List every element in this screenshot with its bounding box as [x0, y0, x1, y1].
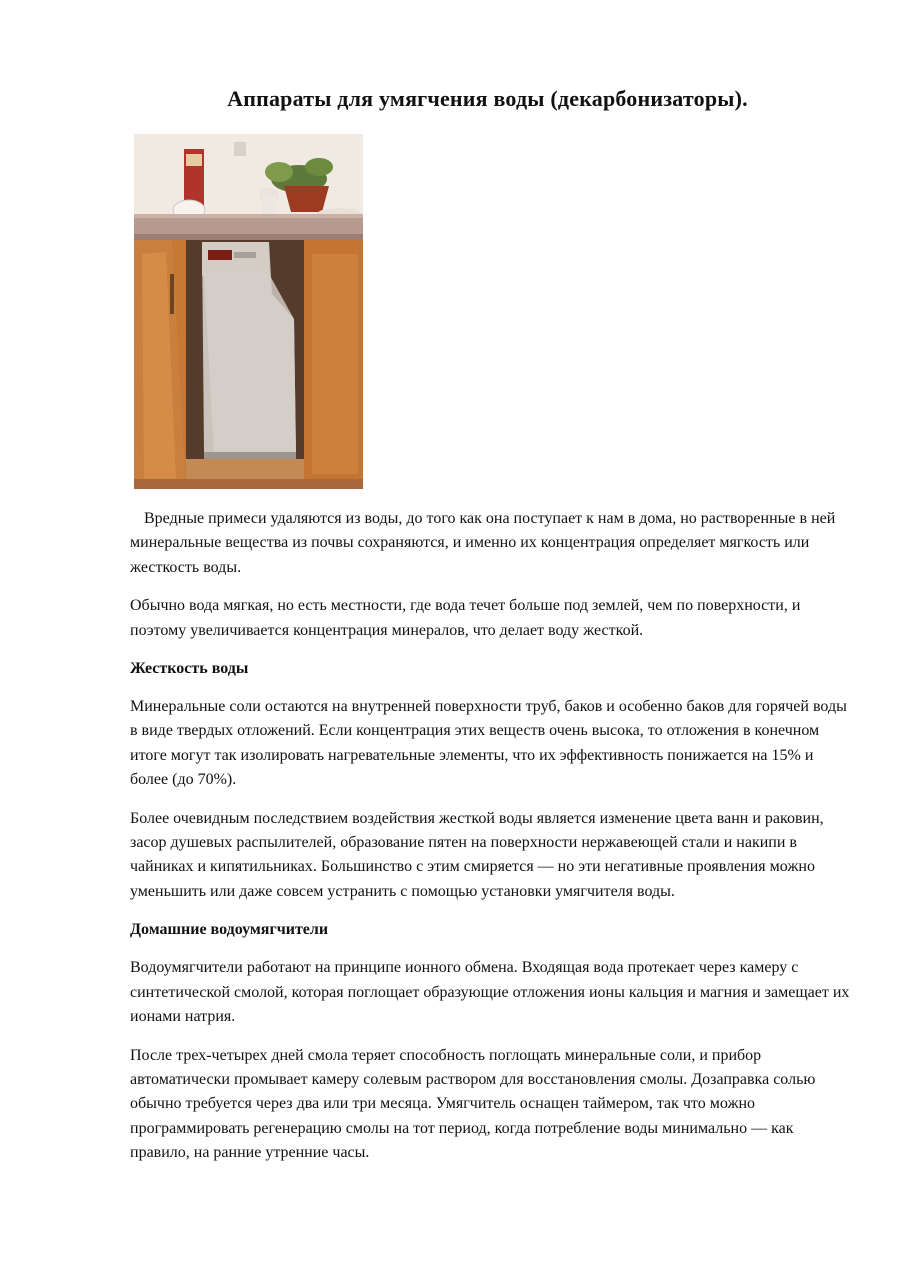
paragraph-3: Минеральные соли остаются на внутренней поверхности труб, баков и особенно баков для горячей воды в виде твердых отложений. Если концентрация этих веществ очень высока, то отложения в конечном итоге могут так изолировать нагревательные элементы, что их эффективность понижается на 15% и более (до 70%). [130, 698, 847, 789]
paragraph-1: Вредные примеси удаляются из воды, до того как она поступает к нам в дома, но растворенные в ней минеральные вещества из почвы сохраняются, и именно их концентрация определяет мягкость или жесткость воды. [130, 510, 836, 576]
section-heading-hardness: Жесткость воды [130, 660, 249, 678]
article-body [130, 507, 855, 1180]
section-heading-softeners: Домашние водоумягчители [130, 921, 329, 939]
paragraph-2: Обычно вода мягкая, но есть местности, где вода течет больше под землей, чем по поверхности, и поэтому увеличивается концентрация минералов, что делает воду жесткой. [130, 597, 801, 639]
paragraph-4: Более очевидным последствием воздействия жесткой воды является изменение цвета ванн и раковин, засор душевых распылителей, образование пятен на поверхности нержавеющей стали и накипи в чайниках и кипятильниках. Большинство с этим смиряется — но эти негативные проявления можно уменьшить или даже совсем устранить с помощью установки умягчителя воды. [130, 809, 824, 900]
water-softener-photo [134, 134, 363, 489]
paragraph-5: Водоумягчители работают на принципе ионного обмена. Входящая вода протекает через камеру с синтетической смолой, которая поглощает образующие отложения ионы кальция и магния и замещает их ионами натрия. [130, 959, 850, 1026]
page-title: Аппараты для умягчения воды (декарбонизаторы). [227, 86, 748, 111]
paragraph-6: После трех-четырех дней смола теряет способность поглощать минеральные соли, и прибор автоматически промывает камеру солевым раствором для восстановления смолы. Дозаправка солью обычно требуется через два или три месяца. Умягчитель оснащен таймером, так что можно программировать регенерацию смолы на тот период, когда потребление воды минимально — как правило, на ранние утренние часы. [130, 1046, 816, 1162]
